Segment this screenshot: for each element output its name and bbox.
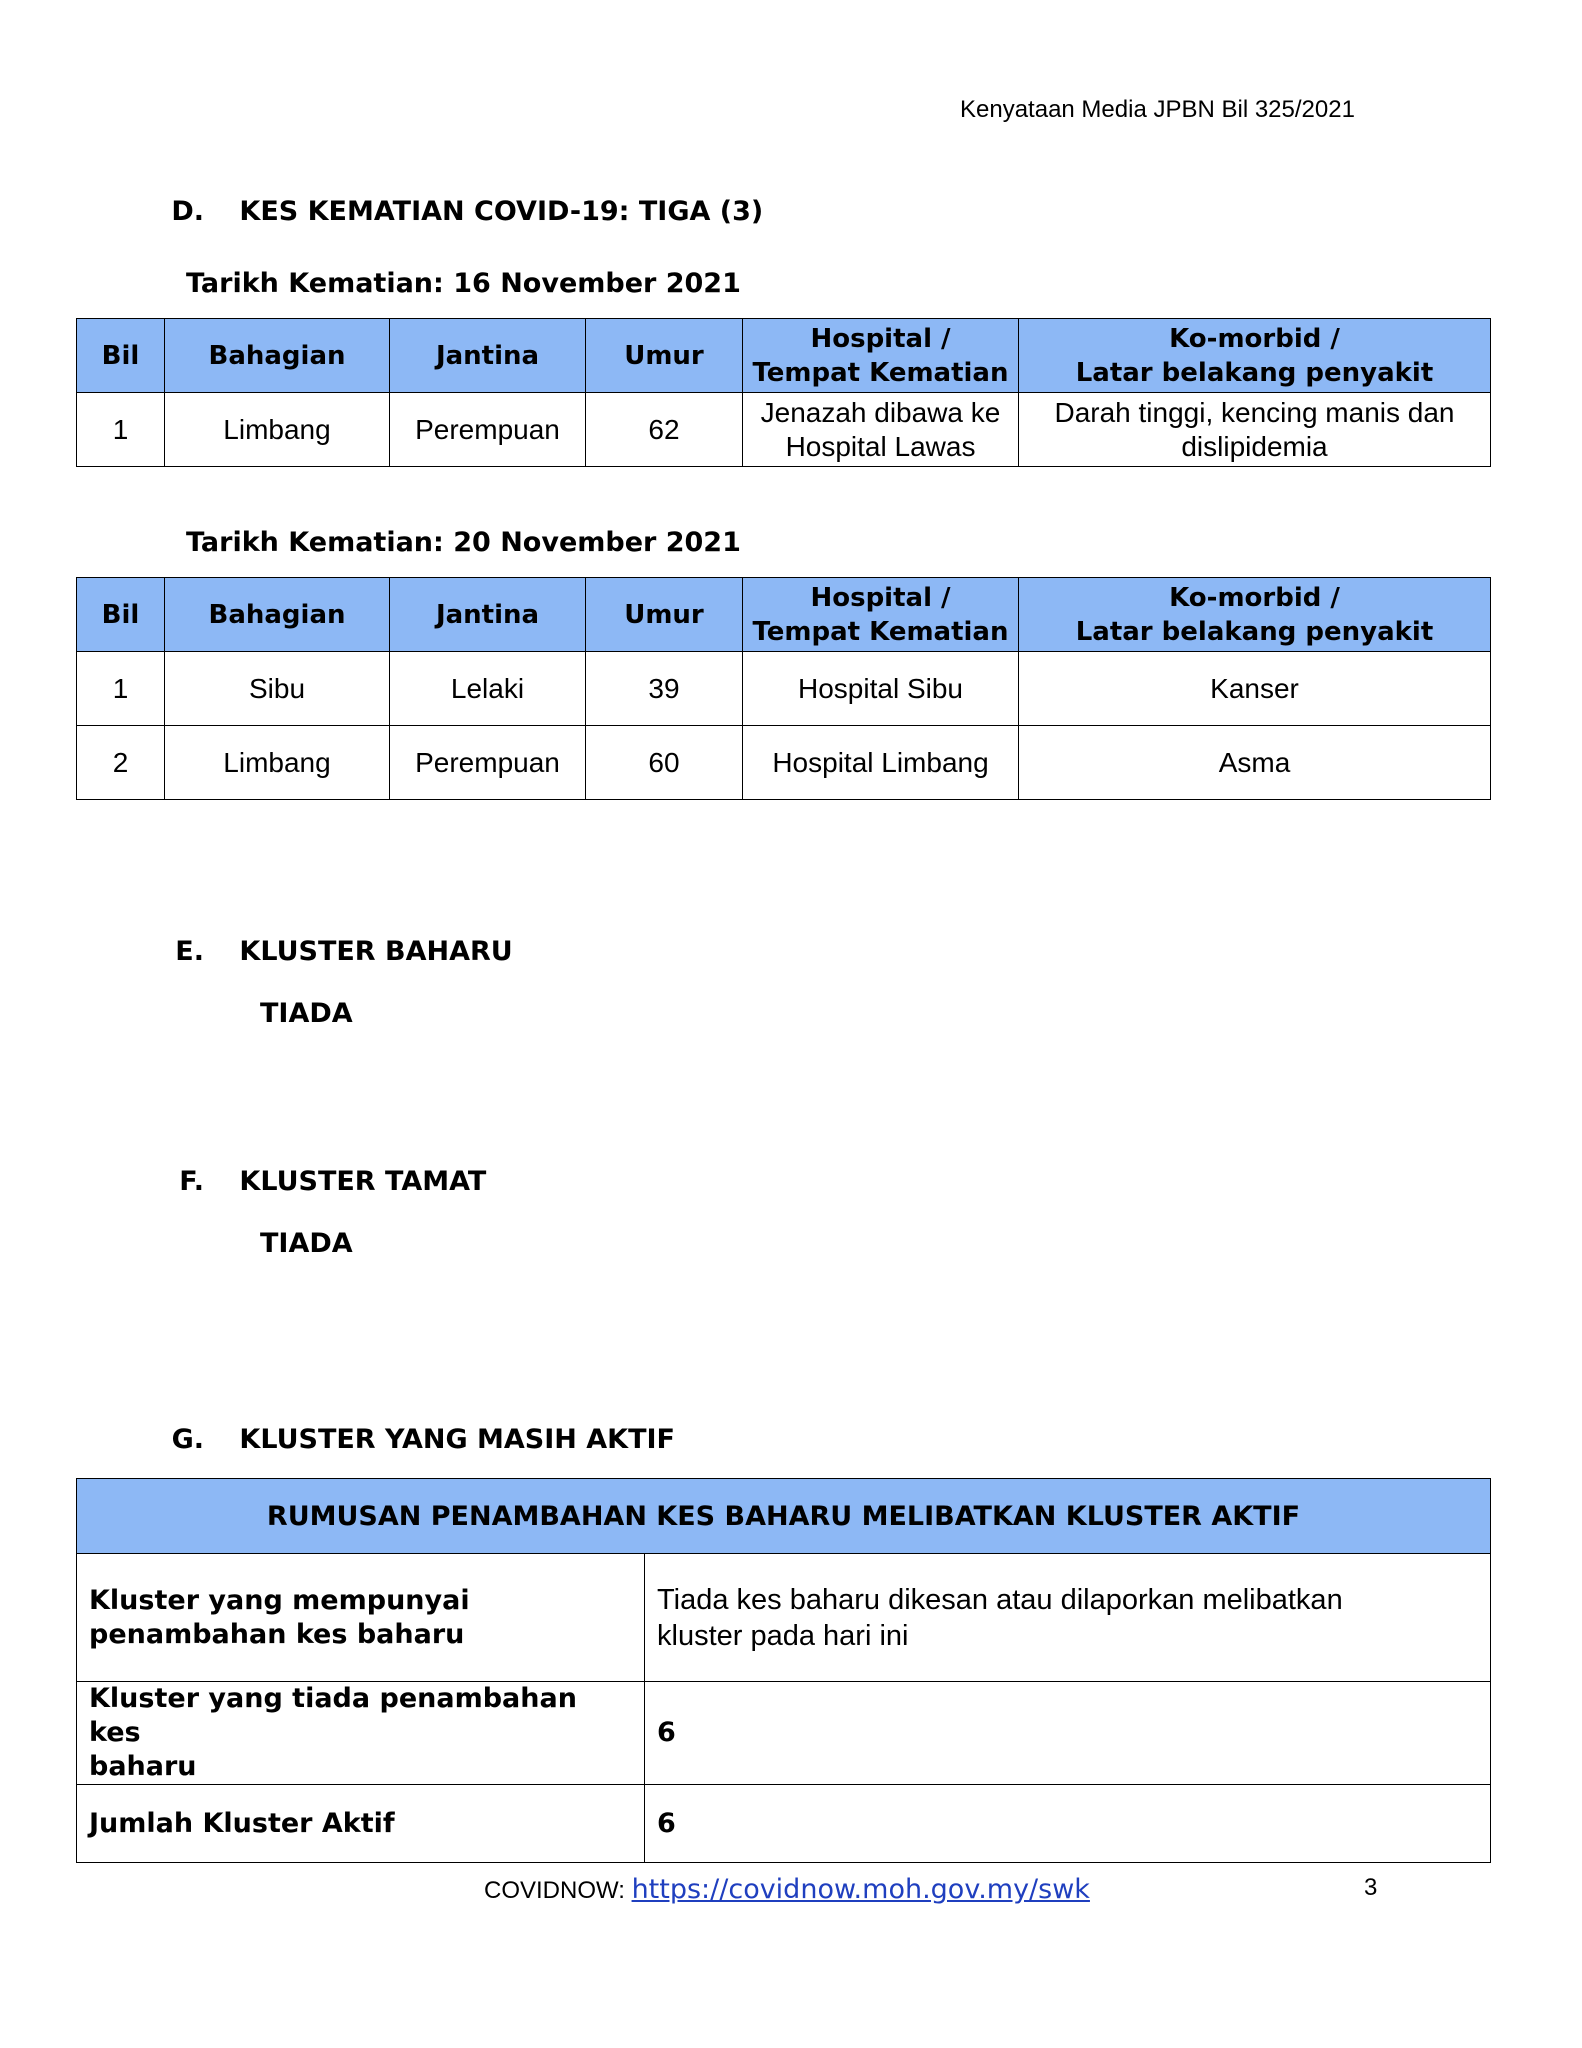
column-header-bil: Bil <box>77 319 165 393</box>
section-e-heading <box>150 936 513 967</box>
cell-hospital: Jenazah dibawa ke Hospital Lawas <box>743 393 1019 467</box>
cell-umur: 39 <box>586 652 743 726</box>
column-header-komorbid: Ko-morbid / Latar belakang penyakit <box>1019 319 1491 393</box>
cluster-row-value: 6 <box>645 1682 1491 1785</box>
document-reference: Kenyataan Media JPBN Bil 325/2021 <box>960 96 1355 123</box>
cluster-row-label: Kluster yang mempunyai penambahan kes baharu <box>77 1554 645 1682</box>
cell-komorbid: Kanser <box>1019 652 1491 726</box>
table-row <box>77 726 1491 800</box>
section-f-letter: F. <box>179 1166 204 1197</box>
cell-jantina: Perempuan <box>390 393 586 467</box>
active-cluster-table <box>76 1478 1491 1863</box>
death-date-1-label: Tarikh Kematian: 16 November 2021 <box>186 268 741 299</box>
column-header-jantina: Jantina <box>390 578 586 652</box>
section-g-heading <box>150 1424 675 1455</box>
column-header-komorbid: Ko-morbid / Latar belakang penyakit <box>1019 578 1491 652</box>
cell-jantina: Lelaki <box>390 652 586 726</box>
table-header-row <box>77 319 1491 393</box>
section-d-title: KES KEMATIAN COVID-19: TIGA (3) <box>239 196 764 227</box>
footer <box>484 1874 1090 1905</box>
table-row <box>77 393 1491 467</box>
death-date-2-label: Tarikh Kematian: 20 November 2021 <box>186 527 741 558</box>
section-e-letter: E. <box>175 936 204 967</box>
cell-jantina: Perempuan <box>390 726 586 800</box>
section-d-letter: D. <box>171 196 204 227</box>
section-g-letter: G. <box>171 1424 204 1455</box>
cluster-row-label: Kluster yang tiada penambahan kes baharu <box>77 1682 645 1785</box>
column-header-jantina: Jantina <box>390 319 586 393</box>
cell-hospital: Hospital Sibu <box>743 652 1019 726</box>
cell-bil: 2 <box>77 726 165 800</box>
section-e-value: TIADA <box>260 998 353 1029</box>
column-header-umur: Umur <box>586 578 743 652</box>
death-table-1 <box>76 318 1491 467</box>
column-header-hospital: Hospital / Tempat Kematian <box>743 578 1019 652</box>
table-header-row <box>77 578 1491 652</box>
page-number: 3 <box>1364 1874 1378 1901</box>
cell-komorbid: Asma <box>1019 726 1491 800</box>
death-table-2 <box>76 577 1491 800</box>
column-header-umur: Umur <box>586 319 743 393</box>
cell-bahagian: Limbang <box>165 393 390 467</box>
section-g-title: KLUSTER YANG MASIH AKTIF <box>239 1424 675 1455</box>
column-header-hospital: Hospital / Tempat Kematian <box>743 319 1019 393</box>
cell-hospital: Hospital Limbang <box>743 726 1019 800</box>
cluster-row-value: 6 <box>645 1785 1491 1863</box>
column-header-bahagian: Bahagian <box>165 578 390 652</box>
table-row <box>77 1682 1491 1785</box>
footer-prefix: COVIDNOW: <box>484 1877 632 1904</box>
cell-bil: 1 <box>77 393 165 467</box>
table-header-row <box>77 1479 1491 1554</box>
table-row <box>77 652 1491 726</box>
table-row <box>77 1554 1491 1682</box>
active-cluster-table-title: RUMUSAN PENAMBAHAN KES BAHARU MELIBATKAN KLUSTER AKTIF <box>77 1479 1491 1554</box>
section-f-value: TIADA <box>260 1228 353 1259</box>
cell-bil: 1 <box>77 652 165 726</box>
cluster-row-value: Tiada kes baharu dikesan atau dilaporkan melibatkan kluster pada hari ini <box>645 1554 1491 1682</box>
covidnow-link[interactable]: https://covidnow.moh.gov.my/swk <box>631 1874 1090 1905</box>
section-f-title: KLUSTER TAMAT <box>239 1166 487 1197</box>
column-header-bil: Bil <box>77 578 165 652</box>
cell-umur: 60 <box>586 726 743 800</box>
section-e-title: KLUSTER BAHARU <box>239 936 513 967</box>
cell-komorbid: Darah tinggi, kencing manis dan dislipidemia <box>1019 393 1491 467</box>
section-f-heading <box>150 1166 486 1197</box>
column-header-bahagian: Bahagian <box>165 319 390 393</box>
section-d-heading <box>150 196 763 227</box>
cell-bahagian: Limbang <box>165 726 390 800</box>
cluster-row-label: Jumlah Kluster Aktif <box>77 1785 645 1863</box>
cell-bahagian: Sibu <box>165 652 390 726</box>
table-row <box>77 1785 1491 1863</box>
cell-umur: 62 <box>586 393 743 467</box>
